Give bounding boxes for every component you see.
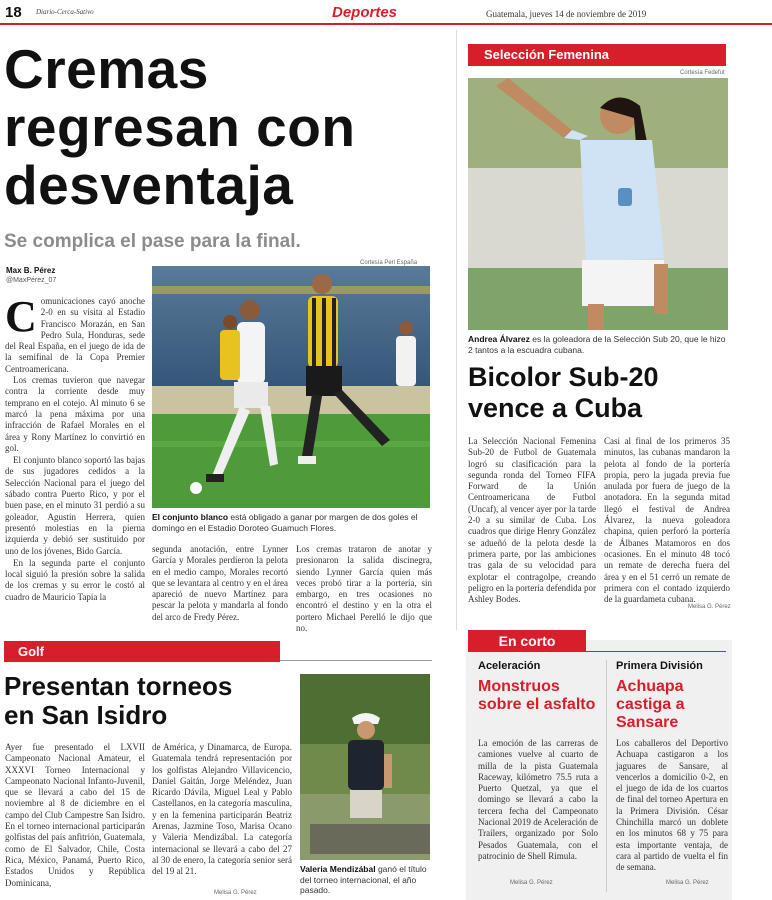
author-handle: @MaxPérez_07 [6, 277, 57, 284]
femenina-byline: Melisa G. Pérez [688, 604, 731, 610]
femenina-photo-credit: Cortesía Fedefut [680, 70, 725, 76]
encorto-text-1: La emoción de las carreras de camiones vuelve al cuarto de milla de la pista Guatemala Raceway, kilómetro 75.5 ruta a Puerto Quetzal, ya que el domingo se llevará a cabo la tercera fecha del Campeonato Nacional 2019 de Aceleración de Trailers, organizado por Solo Pesados Guatemala, con el patrocinio de Shell Rimula. [478, 738, 598, 861]
encorto-byline-2: Melisa G. Pérez [666, 880, 709, 886]
encorto-section-bar: En corto [468, 630, 586, 652]
golfer-photo [300, 674, 430, 860]
main-photo-caption [152, 512, 430, 533]
main-column-1 [5, 292, 145, 626]
femenina-headline-line-1: Bicolor Sub-20 [468, 362, 659, 392]
encorto-kicker-1: Aceleración [478, 660, 541, 672]
encorto-divider [606, 660, 607, 892]
encorto-rule [586, 651, 726, 652]
headline-line-1: Cremas [4, 38, 209, 100]
femenina-column-2: Casi al final de los primeros 35 minutos, las cubanas mandaron la pelota al fondo de la portería propia, pero la jugada previa fue anulada por fuera de juego de la anotadora. En la segunda mitad llegó el festival de Andrea Álvarez, la nueva goleadora chapina, quien perforó la portería de Álbanes Matamoros en dos ocasiones. En el minuto 48 tocó un remate de derecha fuera del área y en el 51 cerró un remate de primera con el contado izquierdo de la guardameta cubana. [604, 436, 730, 605]
main-lead-paragraph: omunicaciones cayó anoche 2-0 en su visita al Estadio Francisco Morazán, en San Pedro Sula, Honduras, sede del Real España, en el juego de ida de la semifinal de la Copa Premier Centroamericana. [5, 296, 145, 374]
main-photo-credit: Cortesía Peri España [360, 260, 418, 266]
femenina-headline-line-2: vence a Cuba [468, 393, 643, 423]
header-rule [0, 23, 772, 25]
golf-headline-line-1: Presentan torneos [4, 671, 233, 701]
femenina-caption-body: es la goleadora de la Selección Sub 20, que le hizo 2 tantos a la escuadra cubana. [468, 334, 726, 355]
femenina-photo-caption [468, 334, 730, 355]
golf-headline [4, 672, 304, 730]
column-divider [456, 30, 457, 630]
page-header [0, 0, 772, 26]
encorto-title-1: Monstruos sobre el asfalto [478, 678, 596, 713]
main-headline [4, 40, 454, 214]
page-number: 18 [5, 4, 22, 21]
golfer-caption-body: ganó el título del torneo internacional, el año pasado. [300, 864, 427, 895]
encorto-byline-1: Melisa G. Pérez [510, 880, 553, 886]
main-paragraph-3: El conjunto blanco soportó las bajas de sus jugadores cedidos a la Selección Nacional para el juego del sábado contra Puerto Rico, y por el buen pase, en el minuto 31 perdió a su goleador, Agustín Herrera, quien presentó molestias en la pierna izquierda y debió ser sustituido por uno de los jóvenes, Bido García. [5, 455, 145, 556]
caption-lead: El conjunto blanco [152, 512, 229, 522]
encorto-title-2: Achuapa castiga a Sansare [616, 678, 685, 731]
section-title: Deportes [332, 4, 398, 21]
femenina-headline [468, 362, 748, 424]
paper-name: Diario-Cerca-Sativo [36, 8, 94, 16]
main-column-2: segunda anotación, entre Lynner García y Morales perdieron la pelota en el medio campo, Morales recortó que se levantara al centro y en el área apareció de nuevo Martínez para pescar la pelota y mandarla al fondo del arco de Fredy Pérez. [152, 544, 288, 622]
caption-body: está obligado a ganar por margen de dos goles el domingo en el Estadio Doroteo Guamuch Flores. [152, 512, 418, 533]
dateline: Guatemala, jueves 14 de noviembre de 2019 [486, 9, 647, 19]
golf-section-bar: Golf [4, 641, 280, 662]
golf-column-2: de América, y Dinamarca, de Europa. Guatemala tendrá representación por los golfistas Alejandro Villavicencio, Daniel Gaitán, Jorge Meléndez, Juan Ricardo Dávila, Miguel Leal y Pablo Castellanos, en la categoría masculina, y en la femenina participarán Beatriz Arenas, Jazmine Toso, Marisa Ocano y Valeria Mendizábal. La categoría internacional se llevará a cabo del 27 al 30 de enero, la categoría senior será del 19 al 21. [152, 742, 292, 877]
golfer-illustration [300, 674, 430, 860]
soccer-match-photo [152, 266, 430, 508]
femenina-caption-lead: Andrea Álvarez [468, 334, 530, 344]
main-paragraph-4: En la segunda parte el conjunto local siguió la presión sobre la salida de los cremas y su error le costó al cuadro de Mauricio Tapia la [5, 557, 145, 602]
author-name: Max B. Pérez [6, 266, 56, 275]
female-player-photo [468, 78, 728, 330]
main-paragraph-2: Los cremas tuvieron que navegar contra la corriente desde muy temprano en el cotejo. Al minuto 6 se marcó la pena máxima por una infracción de Rafael Morales en el área y Rony Martínez lo convirtió en gol. [5, 375, 145, 453]
encorto-text-2: Los caballeros del Deportivo Achuapa castigaron a los jaguares de Sansare, al vencerlos a domicilio 0-2, en el juego de ida de los cuartos de final del torneo Apertura en la Primera División. César Chinchilla marcó un doblete en los minutos 68 y 75 para esta importante ventaja, de cara al partido de vuelta el fin de semana. [616, 738, 728, 873]
main-column-3: Los cremas trataron de anotar y presionaron la salida discinegra, siendo Lynner García quien más veces probó tirar a la portería, sin embargo, en tres ocasiones no encontró el destino y en la otra el portero Michael Perelló le dijo que no. [296, 544, 432, 634]
drop-cap: C [5, 292, 37, 341]
soccer-photo-illustration [152, 266, 430, 508]
golf-rule [280, 660, 432, 661]
encorto-kicker-2: Primera División [616, 660, 703, 672]
golf-headline-line-2: en San Isidro [4, 700, 168, 730]
golf-column-1: Ayer fue presentado el LXVII Campeonato Nacional Amateur, el XXXVI Torneo Internacional y Campeonato Nacional Infanto-Juvenil, que se llevará a cabo del 15 de noviembre al 8 de diciembre en el campo del Club Campestre San Isidro. En el torneo internacional participarán golfistas del país anfitrión, Guatemala, como de El Salvador, Chile, Costa Rica, México, Panamá, Puerto Rico, Estados Unidos y República Dominicana, [5, 742, 145, 888]
femenina-section-bar: Selección Femenina [468, 44, 726, 66]
main-subtitle: Se complica el pase para la final. [4, 231, 301, 252]
headline-line-3: desventaja [4, 154, 294, 216]
headline-line-2: regresan con [4, 96, 356, 158]
golfer-photo-caption [300, 864, 432, 896]
golf-byline: Melisa G. Pérez [214, 890, 257, 896]
femenina-column-1: La Selección Nacional Femenina Sub-20 de Futbol de Guatemala logró su clasificación para la segunda ronda del Torneo FIFA Forward de la Unión Centroamericana de Futbol (Uncaf), al vencer ayer por la tarde 2-0 a su similar de Cuba. Los cuadros que dirige Henry González se adueñó de la pelota desde la primera parte, por las ambiciones tras gala de su velocidad para explotar el contragolpe, creando peligro en la portería defendida por Ashley Bodes. [468, 436, 596, 605]
golfer-caption-lead: Valeria Mendizábal [300, 864, 376, 874]
female-player-illustration [468, 78, 728, 330]
